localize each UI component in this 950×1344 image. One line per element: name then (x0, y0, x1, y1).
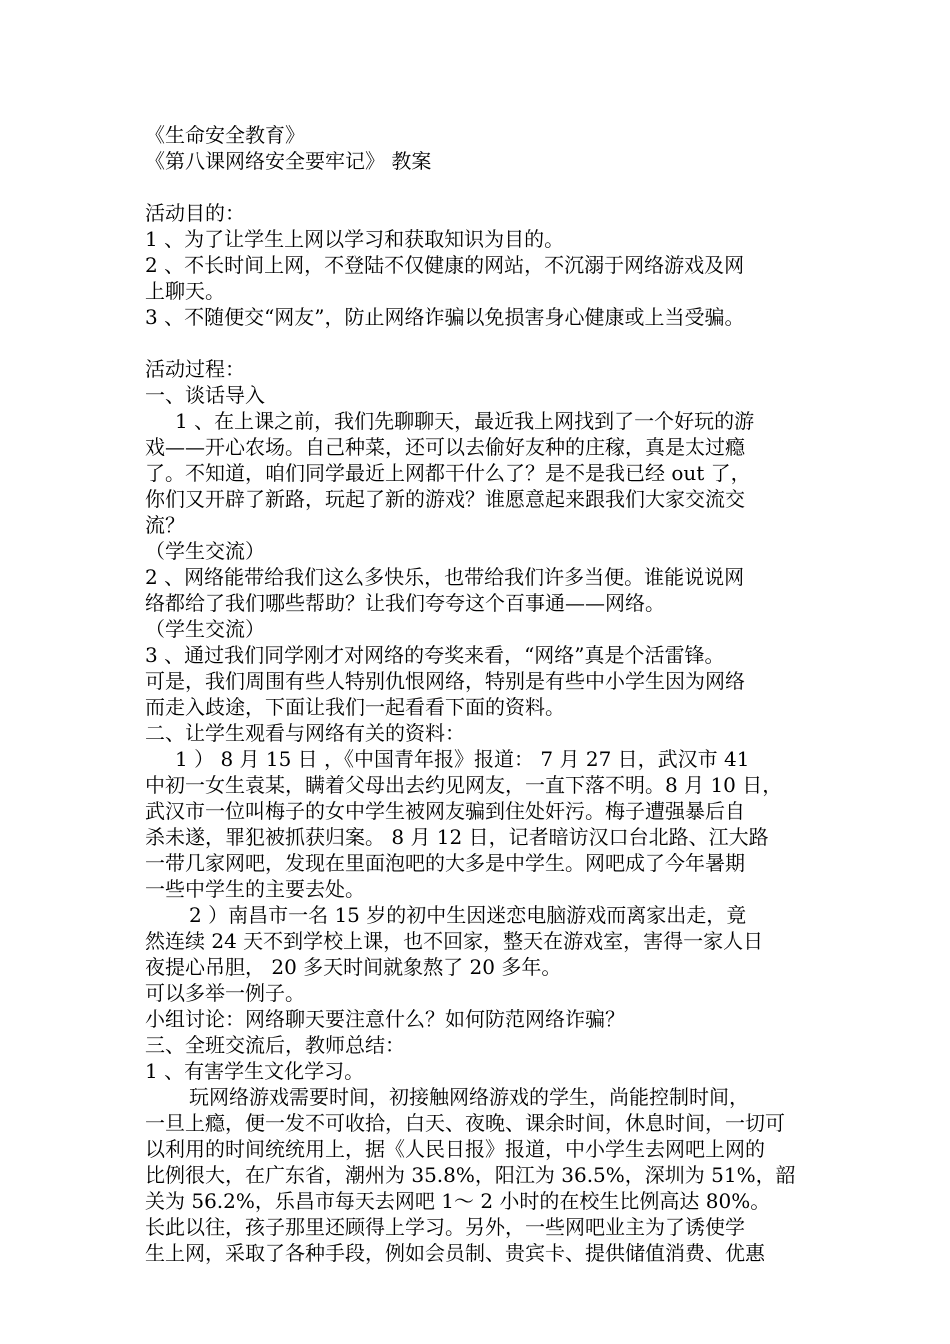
process-heading: 活动过程： (145, 357, 245, 381)
section3-item1-line: 生上网，采取了各种手段，例如会员制、贵宾卡、提供储值消费、优惠 (145, 1241, 765, 1265)
group-discussion: 小组讨论：网络聊天要注意什么？如何防范网络诈骗？ (145, 1007, 625, 1031)
section2-case2-line: 2 ）南昌市一名 15 岁的初中生因迷恋电脑游戏而离家出走，竟 (189, 903, 747, 927)
section1-item2-line: 2 、网络能带给我们这么多快乐，也带给我们许多当便。谁能说说网 (145, 565, 745, 589)
section1-item1-line: 你们又开辟了新路，玩起了新的游戏？谁愿意起来跟我们大家交流交 (145, 487, 745, 511)
more-examples-note: 可以多举一例子。 (145, 981, 305, 1005)
section3-item1-heading: 1 、有害学生文化学习。 (145, 1059, 365, 1083)
section1-item1-line: 流？ (145, 513, 185, 537)
section3-item1-line: 以利用的时间统统用上，据《人民日报》报道，中小学生去网吧上网的 (145, 1137, 765, 1161)
section1-item2-line: 络都给了我们哪些帮助？让我们夸夸这个百事通——网络。 (145, 591, 665, 615)
document-title-line-2: 《第八课网络安全要牢记》 教案 (145, 149, 432, 173)
section3-item1-line: 关为 56.2%，乐昌市每天去网吧 1～ 2 小时的在校生比例高达 80%。 (145, 1189, 771, 1213)
objective-line-2: 2 、不长时间上网，不登陆不仅健康的网站，不沉溺于网络游戏及网 (145, 253, 745, 277)
blank-line (145, 330, 813, 356)
section1-heading: 一、谈话导入 (145, 383, 265, 407)
section2-heading: 二、让学生观看与网络有关的资料： (145, 721, 465, 745)
section1-item1-line: 了。不知道，咱们同学最近上网都干什么了？是不是我已经 out 了， (145, 461, 751, 485)
section2-case1-line: 一带几家网吧，发现在里面泡吧的大多是中学生。网吧成了今年暑期 (145, 851, 745, 875)
section1-item3-line: 可是，我们周围有些人特别仇恨网络，特别是有些中小学生因为网络 (145, 669, 745, 693)
section3-item1-line: 长此以往，孩子那里还顾得上学习。另外，一些网吧业主为了诱使学 (145, 1215, 745, 1239)
document-title-line-1: 《生命安全教育》 (145, 123, 305, 147)
section2-case1-line: 杀未遂，罪犯被抓获归案。 8 月 12 日，记者暗访汉口台北路、江大路 (145, 825, 769, 849)
section1-item3-line: 3 、通过我们同学刚才对网络的夸奖来看，“网络”真是个活雷锋。 (145, 643, 725, 667)
section2-case1-line: 中初一女生袁某，瞒着父母出去约见网友，一直下落不明。8 月 10 日， (145, 773, 783, 797)
section2-case1-line: 1 ） 8 月 15 日 ，《中国青年报》报道： 7 月 27 日，武汉市 41 (175, 747, 750, 771)
objective-line-4: 3 、不随便交“网友”，防止网络诈骗以免损害身心健康或上当受骗。 (145, 305, 745, 329)
objective-line-3: 上聊天。 (145, 279, 225, 303)
student-exchange-note: （学生交流） (145, 617, 265, 641)
section3-item1-line: 一旦上瘾，便一发不可收拾，白天、夜晚、课余时间，休息时间，一切可 (145, 1111, 785, 1135)
objective-line-1: 1 、为了让学生上网以学习和获取知识为目的。 (145, 227, 565, 251)
section3-item1-line: 玩网络游戏需要时间，初接触网络游戏的学生，尚能控制时间， (189, 1085, 749, 1109)
section1-item3-line: 而走入歧途，下面让我们一起看看下面的资料。 (145, 695, 565, 719)
section2-case2-line: 夜提心吊胆， 20 多天时间就象熬了 20 多年。 (145, 955, 562, 979)
section3-heading: 三、全班交流后，教师总结： (145, 1033, 405, 1057)
section2-case1-line: 一些中学生的主要去处。 (145, 877, 365, 901)
blank-line (145, 174, 813, 200)
section2-case2-line: 然连续 24 天不到学校上课，也不回家，整天在游戏室，害得一家人日 (145, 929, 764, 953)
objectives-heading: 活动目的： (145, 201, 245, 225)
student-exchange-note: （学生交流） (145, 539, 265, 563)
section1-item1-line: 1 、在上课之前，我们先聊聊天，最近我上网找到了一个好玩的游 (175, 409, 755, 433)
section1-item1-line: 戏——开心农场。自己种菜，还可以去偷好友种的庄稼，真是太过瘾 (145, 435, 745, 459)
document-page (145, 122, 813, 1266)
section2-case1-line: 武汉市一位叫梅子的女中学生被网友骗到住处奸污。梅子遭强暴后自 (145, 799, 745, 823)
section3-item1-line: 比例很大，在广东省，潮州为 35.8%，阳江为 36.5%，深圳为 51%，韶 (145, 1163, 796, 1187)
